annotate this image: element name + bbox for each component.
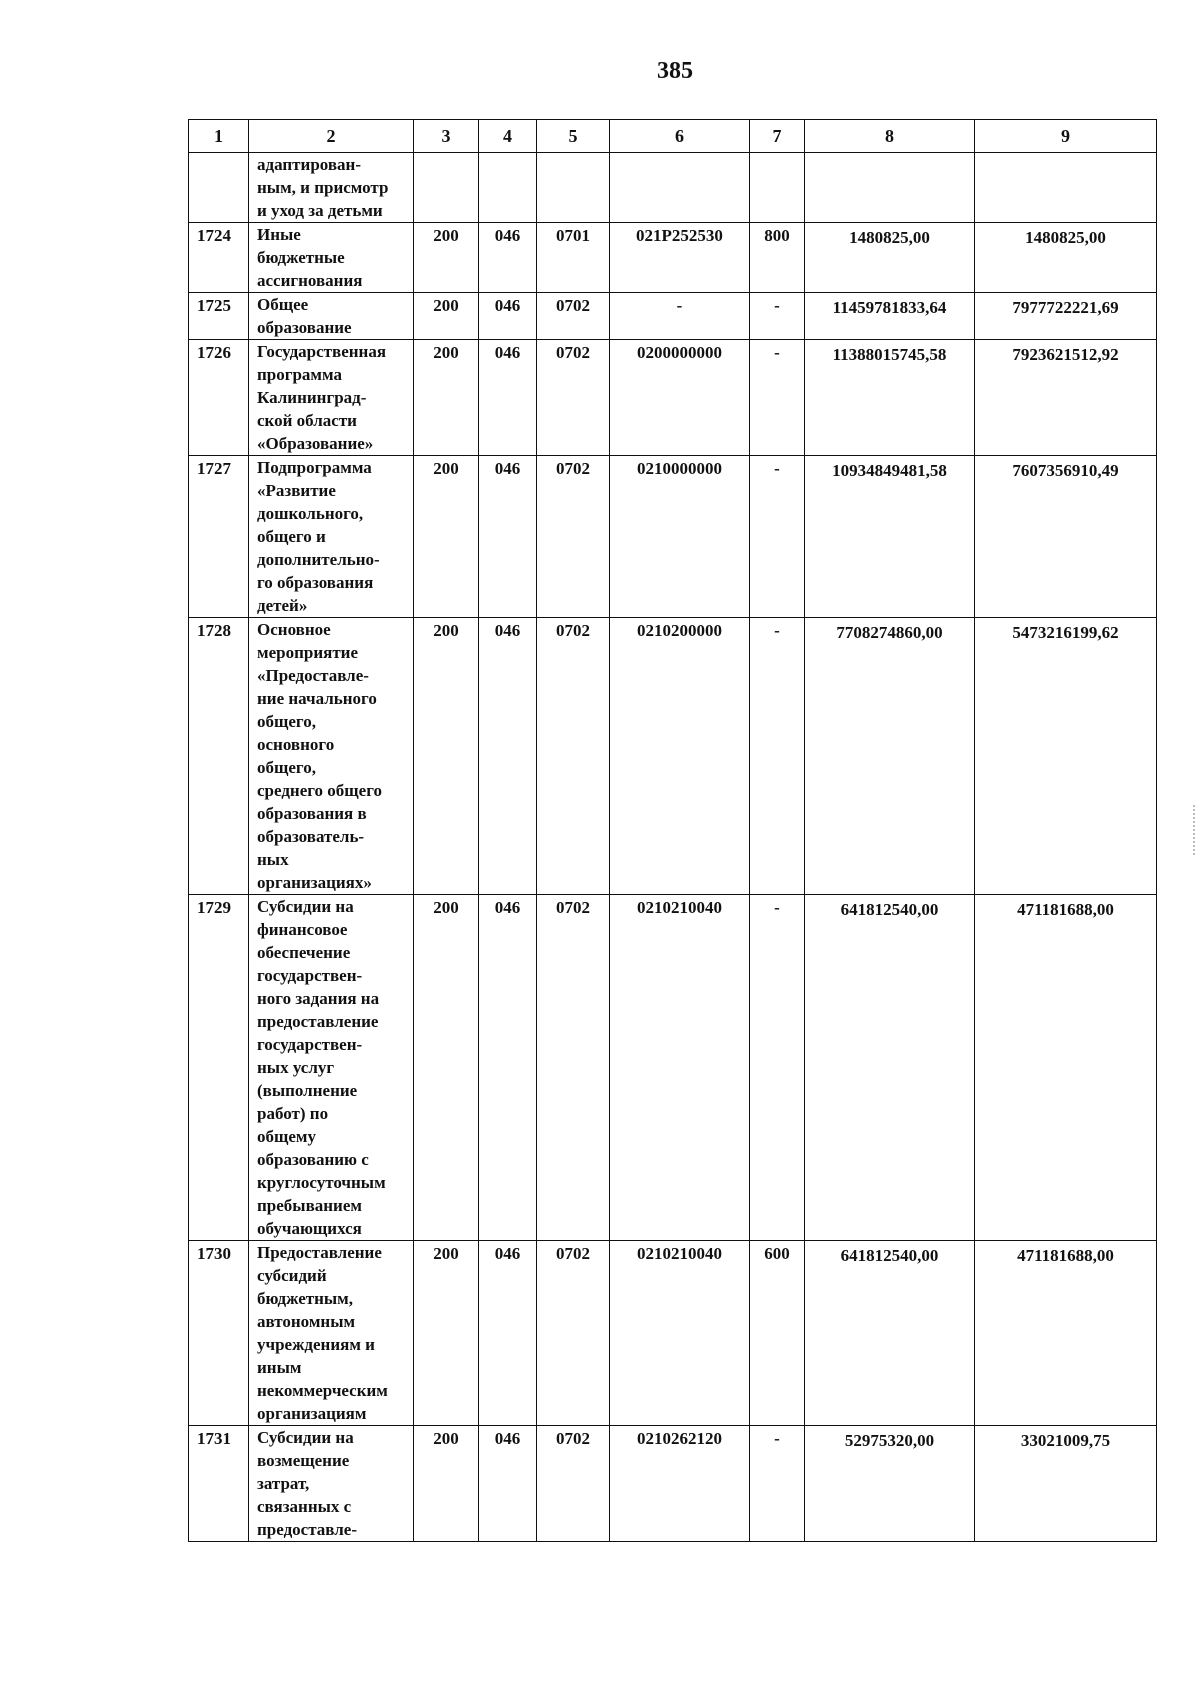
- row-name-line: программа: [257, 365, 342, 384]
- row-name-line: возмещение: [257, 1451, 350, 1470]
- row-name-line: ного задания на: [257, 989, 380, 1008]
- table-body: [189, 153, 1157, 1542]
- row-name-line: образование: [257, 318, 352, 337]
- row-cell-c6: 0210000000: [610, 456, 750, 618]
- row-cell-c7: -: [750, 456, 805, 618]
- row-name-line: Государственная: [257, 342, 387, 361]
- row-cell-c7: -: [750, 293, 805, 340]
- table-row: [189, 1426, 1157, 1542]
- row-cell-c9: [975, 153, 1157, 223]
- row-name-line: детей»: [257, 596, 308, 615]
- row-number-cell: 1724: [189, 223, 249, 293]
- row-cell-c3: 200: [414, 223, 479, 293]
- row-name-line: государствен-: [257, 966, 363, 985]
- row-cell-c6: 021P252530: [610, 223, 750, 293]
- row-cell-c9: 5473216199,62: [975, 618, 1157, 895]
- column-header-6: 6: [610, 120, 750, 153]
- row-number-cell: 1727: [189, 456, 249, 618]
- row-name-line: «Образование»: [257, 434, 374, 453]
- row-name-line: образования в: [257, 804, 367, 823]
- budget-table-container: [188, 119, 1156, 1542]
- row-number-cell: 1726: [189, 340, 249, 456]
- row-name-line: бюджетным,: [257, 1289, 354, 1308]
- row-cell-c4: 046: [479, 340, 537, 456]
- row-name-line: некоммерческим: [257, 1381, 388, 1400]
- row-cell-c6: 0210210040: [610, 1241, 750, 1426]
- row-name-line: Предоставление: [257, 1243, 382, 1262]
- table-row: [189, 456, 1157, 618]
- row-cell-c8: 11459781833,64: [805, 293, 975, 340]
- row-cell-c8: 1480825,00: [805, 223, 975, 293]
- row-name-line: субсидий: [257, 1266, 327, 1285]
- row-name-cell: [249, 895, 414, 1241]
- row-cell-c3: 200: [414, 895, 479, 1241]
- row-name-line: предоставле-: [257, 1520, 357, 1539]
- row-cell-c3: 200: [414, 293, 479, 340]
- row-name-cell: [249, 456, 414, 618]
- row-name-line: общего,: [257, 712, 316, 731]
- row-cell-c5: 0702: [537, 340, 610, 456]
- row-cell-c3: 200: [414, 1241, 479, 1426]
- column-header-4: 4: [479, 120, 537, 153]
- row-name-line: ассигнования: [257, 271, 363, 290]
- row-cell-c8: 7708274860,00: [805, 618, 975, 895]
- row-name-line: (выполнение: [257, 1081, 358, 1100]
- row-cell-c4: 046: [479, 1241, 537, 1426]
- row-cell-c6: 0200000000: [610, 340, 750, 456]
- row-name-cell: [249, 1426, 414, 1542]
- row-name-line: автономным: [257, 1312, 356, 1331]
- row-name-line: круглосуточным: [257, 1173, 386, 1192]
- row-cell-c4: 046: [479, 223, 537, 293]
- row-name-line: общего и: [257, 527, 326, 546]
- row-cell-c9: 471181688,00: [975, 1241, 1157, 1426]
- row-cell-c3: 200: [414, 618, 479, 895]
- row-number-cell: [189, 153, 249, 223]
- row-name-line: финансовое: [257, 920, 348, 939]
- row-name-line: ской области: [257, 411, 357, 430]
- row-name-line: дополнительно-: [257, 550, 380, 569]
- row-cell-c3: 200: [414, 456, 479, 618]
- row-name-line: работ) по: [257, 1104, 329, 1123]
- row-name-line: Иные: [257, 225, 301, 244]
- row-cell-c5: 0702: [537, 293, 610, 340]
- row-cell-c9: 7607356910,49: [975, 456, 1157, 618]
- row-cell-c5: 0702: [537, 895, 610, 1241]
- row-cell-c7: -: [750, 340, 805, 456]
- row-cell-c7: [750, 153, 805, 223]
- row-cell-c6: -: [610, 293, 750, 340]
- row-cell-c7: 600: [750, 1241, 805, 1426]
- row-name-line: общему: [257, 1127, 316, 1146]
- row-name-line: ных услуг: [257, 1058, 335, 1077]
- row-number-cell: 1731: [189, 1426, 249, 1542]
- table-row: [189, 153, 1157, 223]
- row-cell-c9: 7923621512,92: [975, 340, 1157, 456]
- table-row: [189, 293, 1157, 340]
- row-cell-c5: 0702: [537, 456, 610, 618]
- row-cell-c4: 046: [479, 895, 537, 1241]
- page-number: 385: [657, 58, 693, 84]
- row-name-line: мероприятие: [257, 643, 359, 662]
- row-cell-c5: 0702: [537, 1241, 610, 1426]
- row-number-cell: 1730: [189, 1241, 249, 1426]
- row-cell-c9: 471181688,00: [975, 895, 1157, 1241]
- row-cell-c6: 0210210040: [610, 895, 750, 1241]
- column-header-3: 3: [414, 120, 479, 153]
- row-name-line: среднего общего: [257, 781, 383, 800]
- table-row: [189, 223, 1157, 293]
- row-cell-c4: 046: [479, 456, 537, 618]
- row-name-line: ние начального: [257, 689, 377, 708]
- row-cell-c6: 0210262120: [610, 1426, 750, 1542]
- row-cell-c9: 1480825,00: [975, 223, 1157, 293]
- row-name-line: учреждениям и: [257, 1335, 375, 1354]
- table-row: [189, 895, 1157, 1241]
- row-cell-c6: 0210200000: [610, 618, 750, 895]
- row-name-cell: [249, 1241, 414, 1426]
- row-name-cell: [249, 340, 414, 456]
- row-cell-c8: 641812540,00: [805, 895, 975, 1241]
- row-number-cell: 1728: [189, 618, 249, 895]
- row-name-line: Общее: [257, 295, 309, 314]
- row-name-line: пребыванием: [257, 1196, 362, 1215]
- row-name-line: и уход за детьми: [257, 201, 383, 220]
- column-header-5: 5: [537, 120, 610, 153]
- row-name-line: общего,: [257, 758, 316, 777]
- row-name-line: организациях»: [257, 873, 372, 892]
- row-name-line: Калининград-: [257, 388, 367, 407]
- row-name-line: иным: [257, 1358, 302, 1377]
- row-cell-c5: 0702: [537, 1426, 610, 1542]
- row-cell-c4: 046: [479, 1426, 537, 1542]
- budget-table: [188, 119, 1157, 1542]
- row-cell-c3: 200: [414, 1426, 479, 1542]
- row-cell-c9: 7977722221,69: [975, 293, 1157, 340]
- row-name-line: «Предоставле-: [257, 666, 369, 685]
- row-cell-c8: 11388015745,58: [805, 340, 975, 456]
- row-name-line: бюджетные: [257, 248, 345, 267]
- column-header-1: 1: [189, 120, 249, 153]
- row-name-line: адаптирован-: [257, 155, 361, 174]
- row-name-cell: [249, 153, 414, 223]
- column-header-2: 2: [249, 120, 414, 153]
- row-cell-c7: -: [750, 618, 805, 895]
- row-name-line: организациям: [257, 1404, 367, 1423]
- row-name-line: основного: [257, 735, 335, 754]
- row-cell-c9: 33021009,75: [975, 1426, 1157, 1542]
- row-cell-c7: 800: [750, 223, 805, 293]
- row-cell-c8: 10934849481,58: [805, 456, 975, 618]
- row-name-line: Субсидии на: [257, 1428, 354, 1447]
- row-cell-c3: 200: [414, 340, 479, 456]
- row-number-cell: 1729: [189, 895, 249, 1241]
- row-name-cell: [249, 293, 414, 340]
- table-row: [189, 340, 1157, 456]
- row-cell-c6: [610, 153, 750, 223]
- row-name-line: дошкольного,: [257, 504, 364, 523]
- row-name-line: го образования: [257, 573, 374, 592]
- table-header-row: [189, 120, 1157, 153]
- row-name-line: «Развитие: [257, 481, 336, 500]
- row-name-line: обеспечение: [257, 943, 351, 962]
- row-name-line: ным, и присмотр: [257, 178, 389, 197]
- row-name-line: связанных с: [257, 1497, 352, 1516]
- row-name-line: образователь-: [257, 827, 365, 846]
- column-header-9: 9: [975, 120, 1157, 153]
- row-name-line: Подпрограмма: [257, 458, 372, 477]
- row-cell-c7: -: [750, 895, 805, 1241]
- row-name-line: ных: [257, 850, 289, 869]
- column-header-8: 8: [805, 120, 975, 153]
- row-name-line: образованию с: [257, 1150, 369, 1169]
- row-cell-c5: 0702: [537, 618, 610, 895]
- row-name-line: предоставление: [257, 1012, 379, 1031]
- row-cell-c7: -: [750, 1426, 805, 1542]
- row-cell-c8: 52975320,00: [805, 1426, 975, 1542]
- table-row: [189, 1241, 1157, 1426]
- row-cell-c4: 046: [479, 293, 537, 340]
- row-cell-c8: 641812540,00: [805, 1241, 975, 1426]
- row-cell-c8: [805, 153, 975, 223]
- row-name-line: обучающихся: [257, 1219, 362, 1238]
- row-name-cell: [249, 618, 414, 895]
- row-name-line: затрат,: [257, 1474, 310, 1493]
- row-name-cell: [249, 223, 414, 293]
- scan-margin-dots: [1193, 805, 1197, 855]
- row-cell-c4: 046: [479, 618, 537, 895]
- row-cell-c5: [537, 153, 610, 223]
- row-cell-c3: [414, 153, 479, 223]
- column-header-7: 7: [750, 120, 805, 153]
- table-row: [189, 618, 1157, 895]
- row-cell-c5: 0701: [537, 223, 610, 293]
- row-name-line: Субсидии на: [257, 897, 354, 916]
- row-name-line: Основное: [257, 620, 331, 639]
- row-name-line: государствен-: [257, 1035, 363, 1054]
- row-cell-c4: [479, 153, 537, 223]
- row-number-cell: 1725: [189, 293, 249, 340]
